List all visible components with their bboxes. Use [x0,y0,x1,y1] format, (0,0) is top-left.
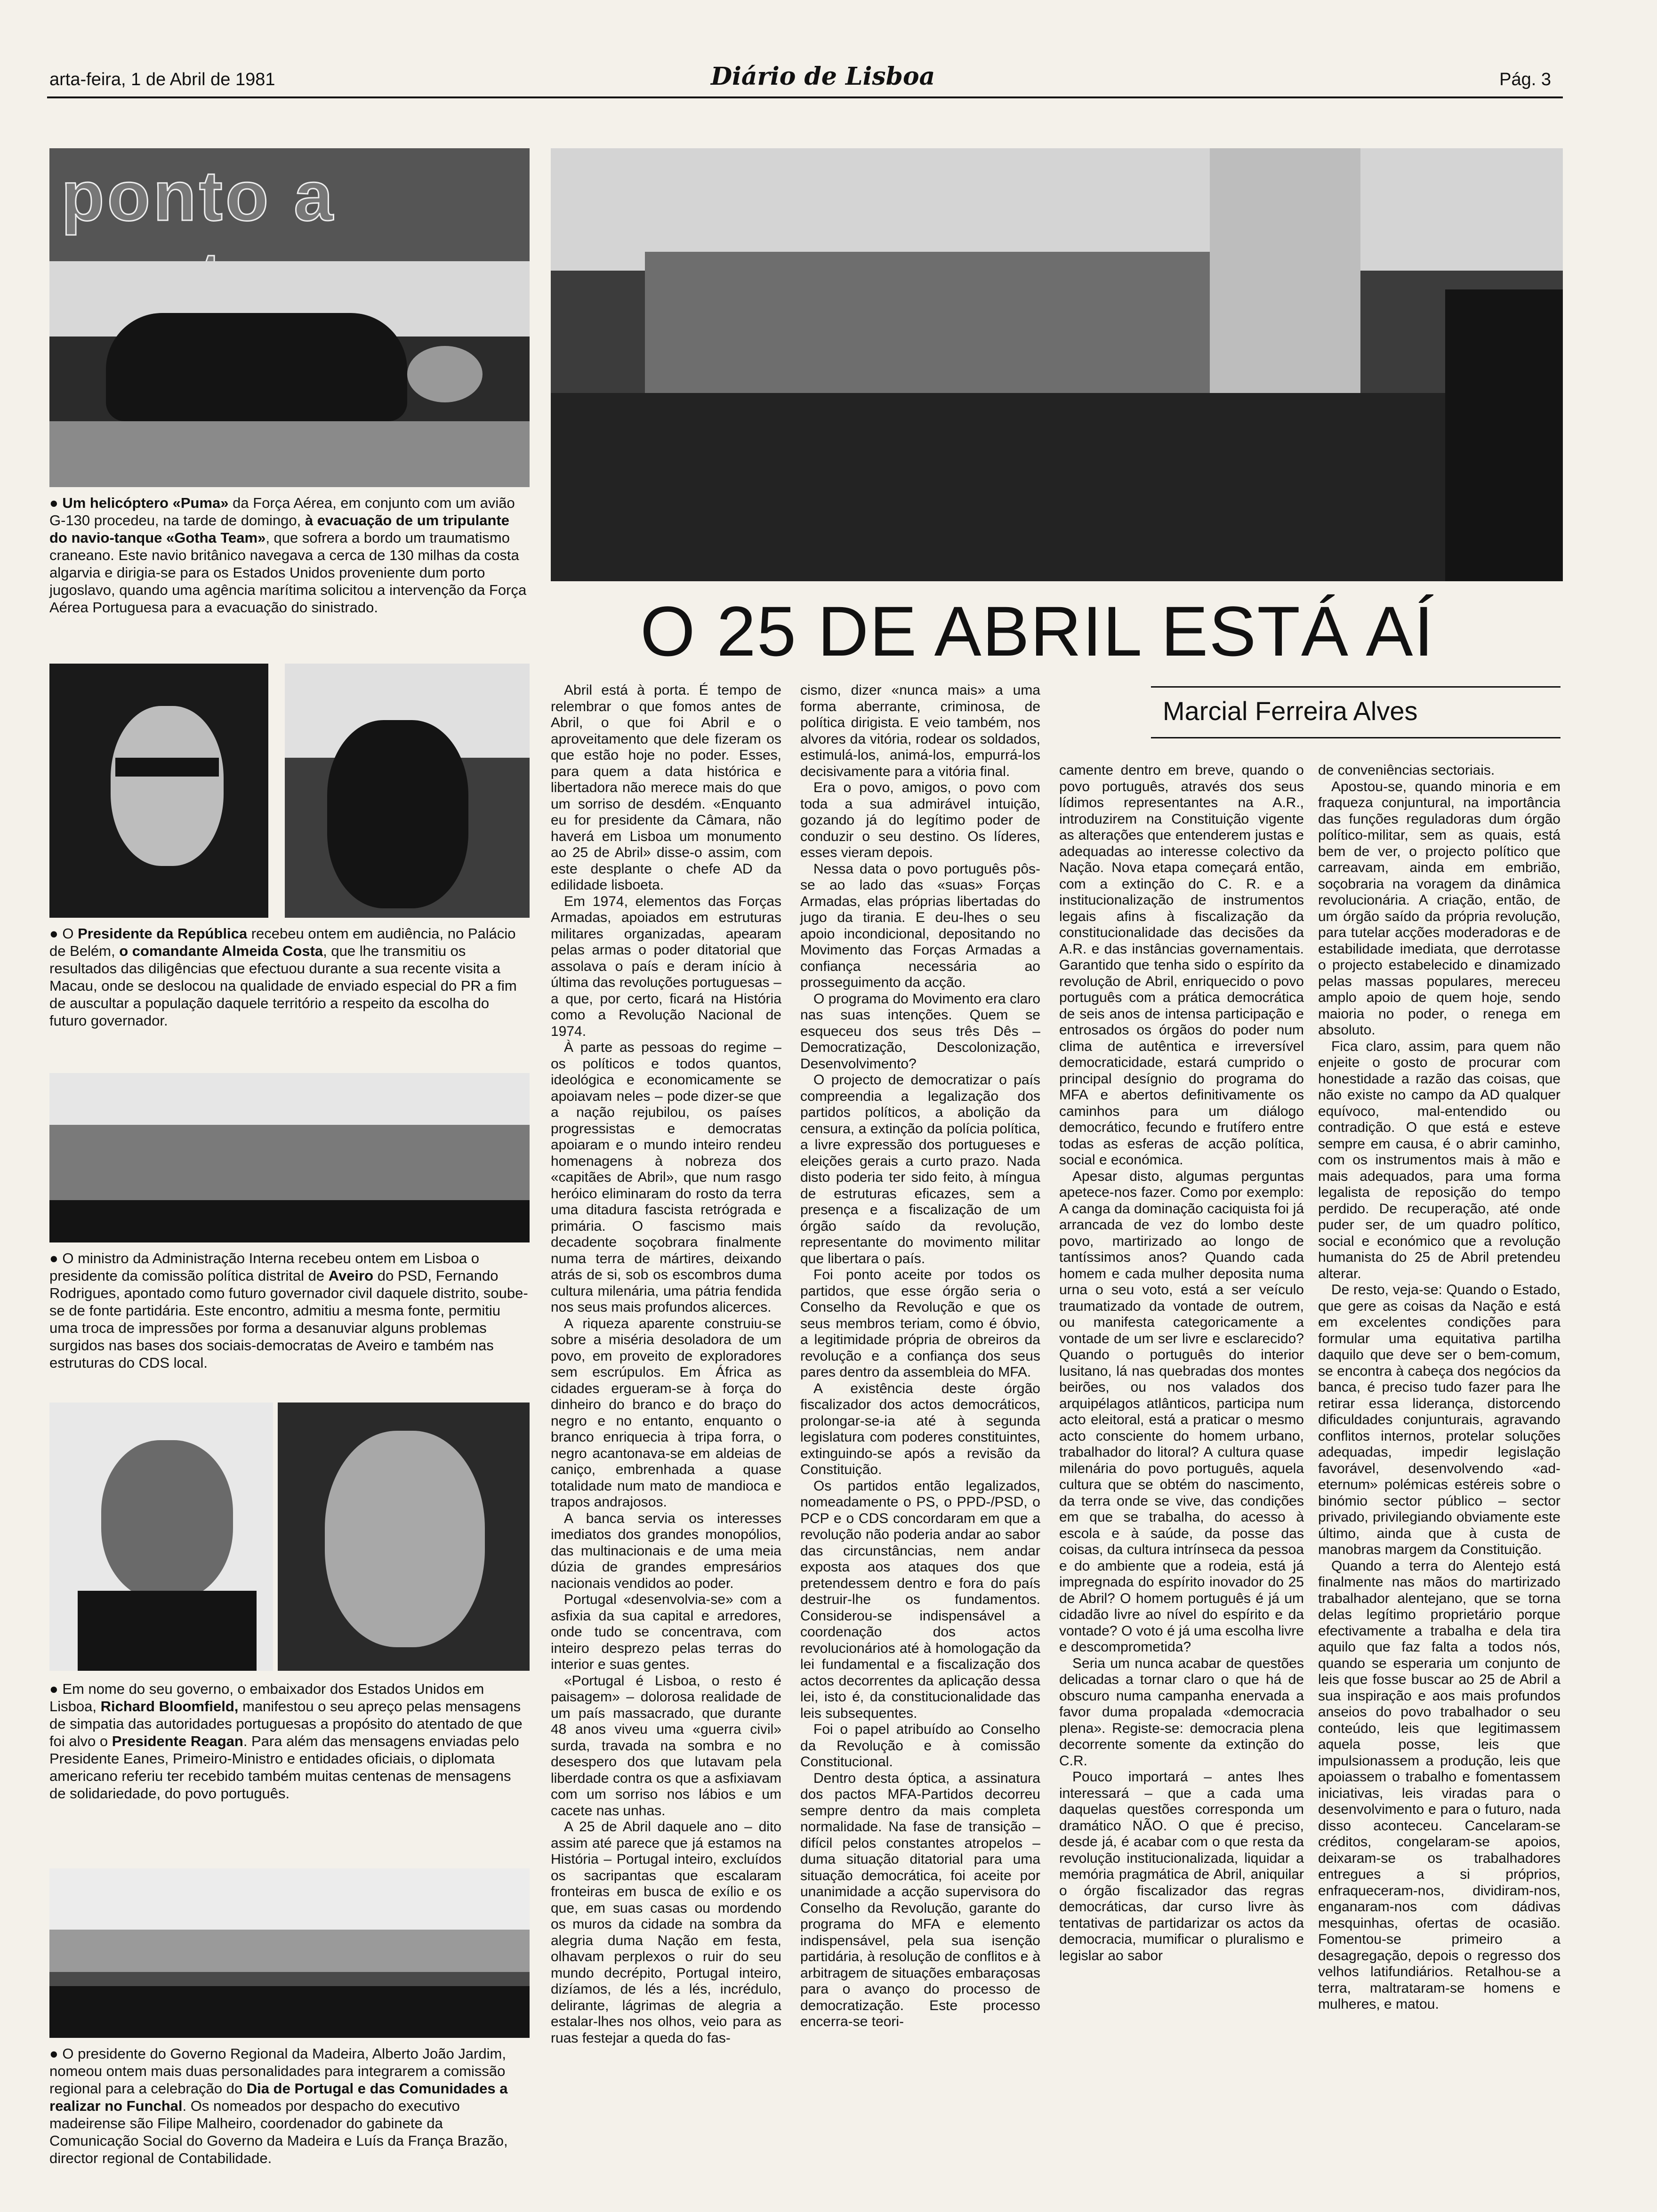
article-paragraph: Foi o papel atribuído ao Conselho da Revolução e à comissão Constitucional. [800,1722,1040,1770]
article-paragraph: Apesar disto, algumas perguntas apetece-nos fazer. Como por exemplo: A canga da dominação caciquista foi já arrancada de vez do lombo deste povo, martirizado ao longo de tantíssimos anos? Quando cada homem e cada mulher deposita numa urna o seu voto, está a ser veículo traumatizado da vontade de outrem, ou manifesta categoricamente a vontade de um ser livre e esclarecido? Quando o português do interior lusitano, lá nas quebradas dos montes beirões, ou nos valados dos arquipélagos atlânticos, participa num acto eleitoral, está a praticar o mesmo acto consciente do homem urbano, trabalhador do litoral? A cultura quase milenária do povo português, aquela cultura que se obtém do nascimento, da terra onde se vive, das condições em que se trabalha, do acesso à escola e à saúde, da posse das coisas, da cultura intrínseca da pessoa e do ambiente que a rodeia, está já impregnada do espírito inovador do 25 de Abril? O homem português é já um cidadão livre ao nível do espírito e da vontade? O voto é já uma escolha livre e descomprometida? [1059,1168,1304,1655]
article-paragraph: de conveniências sectoriais. [1318,762,1495,778]
article-paragraph: Em 1974, elementos das Forças Armadas, apoiados em estruturas militares organizadas, apearam pelas armas o poder ditatorial que assolava o país e deram início à última das revoluções portuguesas – a que, por certo, ficará na História como a Revolução Nacional de 1974. [551,893,781,1039]
header-rule [47,96,1563,98]
building-photo [49,1073,530,1242]
caption-run: ● O [49,925,78,942]
portrait-photo-left [49,664,268,918]
article-paragraph: Dentro desta óptica, a assinatura dos pactos MFA-Partidos decorreu sempre dentro da mais completa normalidade. Na fase de transição – difícil pelos constantes atropelos – duma situação ditatorial para uma situação democrática, foi aceite por unanimidade a acção supervisora do Conselho da Revolução, garante do programa do MFA e elemento indispensável, pela sua isenção partidária, à resolução de conflitos e à arbitragem de situações embaraçosas para o avanço do processo de democratização. Este processo encerra-se teori- [800,1770,1040,2029]
article-paragraph: «Portugal é Lisboa, o resto é paisagem» – dolorosa realidade de um país massacrado, que durante 48 anos viveu uma «guerra civil» surda, travada na sombra e no desespero dos que lutavam pela liberdade contra os que a asfixiavam com um sorriso nos lábios e um cacete nas unhas. [551,1673,781,1819]
caption-ambassador [49,1680,530,1802]
caption-run: do PSD, Fernando Rodrigues, apontado como futuro governador civil daquele distrito, soube-se de fonte partidária. Este encontro, admitiu a mesma fonte, permitiu uma troca de impressões por forma a desanuviar alguns problemas surgidos nas bases dos sociais-democratas de Aveiro e também nas estruturas do CDS local. [49,1267,528,1371]
reagan-photo [278,1403,530,1671]
article-paragraph: À parte as pessoas do regime – os políticos e todos quantos, ideológica e economicamente se apoiavam neles – pode dizer-se que a nação rejubilou, os países progressistas e democratas apoiaram e o mundo inteiro rendeu homenagens à nobreza dos «capitães de Abril», que num rasgo heróico eliminaram do rosto da terra uma ditadura fascista retrógrada e primária. O fascismo mais decadente soçobrara finalmente numa terra de mártires, deixando atrás de si, sob os escombros duma cultura milenária, uma pátria fendida nos seus mais profundos alicerces. [551,1040,781,1315]
page-number: Pág. 3 [1499,70,1551,89]
article-column-4 [1318,762,1560,2013]
article-paragraph: camente dentro em breve, quando o povo português, através dos seus lídimos representantes na A.R., introduzirem na Constituição vigente as alterações que entenderem justas e adequadas ao interesse colectivo da Nação. Nova etapa começará então, com a extinção do C. R. e a institucionalização de instrumentos legais afins à fiscalização da constitucionalidade das decisões da A.R. e das instâncias governamentais. Garantido que tenha sido o espírito da revolução de Abril, enriquecido o povo português com a prática democrática de seis anos de intensa participação e entrosados os órgãos do poder num clima de autêntica e irreversível democraticidade, estará cumprido o principal desígnio do programa do MFA e abertos definitivamente os caminhos para um diálogo democrático, fecundo e frutífero entre todas as esferas de acção política, social e económica. [1059,762,1304,1168]
article-paragraph: A 25 de Abril daquele ano – dito assim até parece que já estamos na História – Portugal inteiro, excluídos os sacripantas que escalaram fronteiras em busca de exílio e os que, em suas casas ou mordendo os muros da cidade na sombra da alegria duma Nação em festa, olhavam perplexos o ruir do seu mundo decrépito, Portugal inteiro, dizíamos, de lés a lés, incrédulo, delirante, lágrimas de alegria a estalar-lhes nos olhos, veio para as ruas festejar a queda do fas- [551,1819,781,2046]
caption-run: . Para além das mensagens enviadas pelo Presidente Eanes, Primeiro-Ministro e entidades oficiais, o diplomata americano referiu ter recebido também muitas centenas de mensagens de solidariedade, do povo português. [49,1733,519,1802]
article-paragraph: O programa do Movimento era claro nas suas intenções. Quem se esqueceu dos seus três Dês – Democratização, Descolonização, Desenvolvimento? [800,991,1040,1072]
helicopter-photo [49,261,530,487]
article-paragraph: Pouco importará – antes lhes interessará – que a cada uma daquelas questões corresponda um dramático NÃO. O que é preciso, desde já, é acabar com o que resta da revolução institucionalizada, liquidar a memória pragmática de Abril, aniquilar o órgão fiscalizador das regras democráticas, dar curso livre às tentativas de partidarizar os actos da democracia, mumificar o pluralismo e legislar ao sabor [1059,1769,1304,1964]
caption-run: ● O presidente do Governo Regional da Madeira, Alberto João Jardim, nomeou ontem mais duas personalidades para integrarem a comissão regional para a celebração do [49,2045,506,2097]
caption-run: manifestou o seu apreço pelas mensagens de simpatia das autoridades portuguesas a propósito do atentado de que foi alvo o [49,1698,523,1749]
caption-run: recebeu ontem em audiência, no Palácio de Belém, [49,925,516,959]
article-column-2 [800,682,1040,2030]
section-badge-label: ponto a [61,156,336,235]
caption-run: o comandante Almeida Costa [119,943,323,959]
caption-helicopter [49,494,530,616]
article-paragraph: Seria um nunca acabar de questões delicadas a tornar claro o que há de obscuro numa campanha enervada a favor duma propalada «democracia plena». Registe-se: democracia plena decorrente somente da extinção do C.R. [1059,1655,1304,1769]
caption-interior-minister [49,1250,530,1371]
article-paragraph: Foi ponto aceite por todos os partidos, que esse órgão seria o Conselho da Revolução e que os seus membros teriam, como é óbvio, a legitimidade própria de obreiros da revolução e a confiança dos seus pares dentro da assembleia do MFA. [800,1267,1040,1380]
article-paragraph: O projecto de democratizar o país compreendia a legalização dos partidos políticos, a abolição da censura, a extinção da polícia política, a livre expressão dos portugueses e eleições gerais a curto prazo. Nada disto poderia ter sido feito, à míngua de estruturas eficazes, sem a presença e a fiscalização de um órgão saído da revolução, representante do movimento militar que libertara o país. [800,1072,1040,1266]
article-byline: Marcial Ferreira Alves [1163,696,1418,726]
caption-run: Richard Bloomfield, [100,1698,239,1715]
caption-run: , que sofrera a bordo um traumatismo craneano. Este navio britânico navegava a cerca de 130 milhas da costa algarvia e dirigia-se para os Estados Unidos proveniente dum porto jugoslavo, quando uma agência marítima solicitou a intervenção da Força Aérea Portuguesa para a evacuação do sinistrado. [49,529,527,616]
caption-run: Presidente Reagan [112,1733,243,1749]
caption-run: ● O ministro da Administração Interna recebeu ontem em Lisboa o presidente da comissão política distrital de [49,1250,480,1284]
article-paragraph: A banca servia os interesses imediatos dos grandes monopólios, das multinacionais e de uma meia dúzia de grandes empresários nacionais vendidos ao poder. [551,1510,781,1591]
caption-run: Dia de Portugal e das Comunidades a realizar no Funchal [49,2080,508,2114]
caption-run: , que lhe transmitiu os resultados das diligências que efectuou durante a sua recente visita a Macau, onde se deslocou na qualidade de enviado especial do PR a fim de auscultar a população daquele território a respeito da escolha do futuro governador. [49,943,517,1029]
caption-run: Um helicóptero «Puma» [62,495,229,511]
article-paragraph: De resto, veja-se: Quando o Estado, que gere as coisas da Nação e está em excelentes condições para formular uma equitativa partilha daquilo que deve ser o bem-comum, se encontra à cabeça dos negócios da banca, é preciso tudo fazer para lhe retirar essa liderança, distorcendo dificuldades conjunturais, agravando conflitos internos, protelar soluções adequadas, impedir legislação favorável, desenvolvendo «ad-eternum» polémicas estéreis sobre o binómio sector público – sector privado, privilegiando obviamente este último, ainda que à custa de manobras margem da Constituição. [1318,1282,1560,1557]
article-column-1 [551,682,781,2046]
article-paragraph: Apostou-se, quando minoria e em fraqueza conjuntural, na importância das funções reguladoras dum órgão político-militar, sem as quais, está bem de ver, o projecto político que carreavam, ainda em embrião, soçobraria na voragem da dinâmica revolucionária. A criação, então, de um órgão saído da própria revolução, para tutelar acções moderadoras e de estabilidade imediata, que derrotasse o projecto estabelecido e dinamizado pelas massas populares, mereceu amplo apoio de quem hoje, sendo maioria no poder, o renega em absoluto. [1318,778,1560,1038]
section-badge [49,148,530,261]
article-paragraph: Os partidos então legalizados, nomeadamente o PS, o PPD-/PSD, o PCP e o CDS concordaram em que a revolução não poderia andar ao sabor das circunstâncias, nem andar exposta aos ataques dos que pretendessem dentro e fora do país destruir-lhe os fundamentos. Considerou-se indispensável a coordenação dos actos revolucionários até à homologação da lei fundamental e a fiscalização dos actos decorrentes da aplicação dessa lei, isto é, da constitucionalidade das leis subsequentes. [800,1478,1040,1721]
article-paragraph: A existência deste órgão fiscalizador dos actos democráticos, prolongar-se-ia até à segunda legislatura com poderes constituintes, extinguindo-se após a revisão da Constituição. [800,1380,1040,1477]
byline-rule-bottom [1151,737,1560,738]
issue-date: arta-feira, 1 de Abril de 1981 [49,70,275,89]
masthead: Diário de Lisboa [711,62,935,91]
article-paragraph: Era o povo, amigos, o povo com toda a sua admirável intuição, gozando já do legítimo poder de conduzir o seu destino. Os líderes, esses vieram depois. [800,780,1040,860]
caption-run: Presidente da República [78,925,248,942]
article-paragraph: Nessa data o povo português pôs-se ao lado das «suas» Forças Armadas, elas próprias libertadas do jugo da tirania. E deu-lhes o seu apoio incondicional, depositando no Movimento das Forças Armadas a confiança necessária ao prosseguimento da acção. [800,861,1040,990]
article-paragraph: Quando a terra do Alentejo está finalmente nas mãos do martirizado trabalhador alentejano, que se torna delas legítimo proprietário porque efectivamente a trabalha e dela tira aquilo que faz falta a todos nós, quando se esperaria um conjunto de leis que fosse buscar ao 25 de Abril a sua inspiração e aos mais profundos anseios do povo trabalhador o seu conteúdo, leis que legitimassem aquela posse, leis que impulsionassem a produção, leis que apoiassem o trabalho e fomentassem iniciativas, leis viradas para o desenvolvimento e para o futuro, nada disso aconteceu. Cancelaram-se créditos, congelaram-se apoios, deixaram-se os trabalhadores entregues a si próprios, enfraqueceram-nos, dividiram-nos, enganaram-nos com dádivas mesquinhas, ofertas de ocasião. Fomentou-se primeiro a desagregação, depois o regresso dos velhos latifundiários. Retalhou-se a terra, maltrataram-se homens e mulheres, e matou. [1318,1558,1560,2012]
revolution-crowd-photo [551,148,1563,581]
caption-run: . Os nomeados por despacho do executivo madeirense são Filipe Malheiro, coordenador do gabinete da Comunicação Social do Governo da Madeira e Luís da França Brazão, director regional de Contabilidade. [49,2098,508,2166]
article-paragraph: cismo, dizer «nunca mais» a uma forma aberrante, criminosa, de política dirigista. E veio também, nos alvores da vitória, rodear os soldados, estimulá-los, animá-los, empurrá-los decisivamente para a vitória final. [800,682,1040,779]
caption-run: ● [49,495,63,511]
caption-run: da Força Aérea, em conjunto com um avião G-130 procedeu, na tarde de domingo, [49,495,515,529]
article-paragraph: Portugal «desenvolvia-se» com a asfixia da sua capital e arredores, onde tudo se concentrava, com inteiro desprezo pelas terras do interior e suas gentes. [551,1592,781,1672]
portrait-photo-right [285,664,530,918]
caption-run: à evacuação de um tripulante do navio-tanque «Gotha Team» [49,512,510,546]
article-column-3 [1059,762,1304,1964]
byline-rule-top [1151,686,1560,688]
caption-run: Aveiro [328,1267,374,1284]
article-paragraph: Fica claro, assim, para quem não enjeite o gosto de procurar com honestidade a razão das coisas, que não existe no campo da AD qualquer equívoco, mal-entendido ou contradição. O que está e esteve sempre em causa, é o abrir caminho, com os instrumentos mais à mão e mais adequados, para uma forma legalista de reposição do tempo perdido. De recuperação, até onde puder ser, de um quadro político, social e económico que a revolução humanista do 25 de Abril pretendeu alterar. [1318,1038,1560,1282]
caption-run: ● Em nome do seu governo, o embaixador dos Estados Unidos em Lisboa, [49,1681,484,1715]
article-headline: O 25 DE ABRIL ESTÁ AÍ [640,592,1435,671]
article-paragraph: Abril está à porta. É tempo de relembrar o que fomos antes de Abril, o que foi Abril e o aproveitamento que dele fizeram os que estão hoje no poder. Esses, para quem a data histórica e libertadora não merece mais do que um sorriso de desdém. «Enquanto eu for presidente da Câmara, não haverá em Lisboa um monumento ao 25 de Abril» disse-o assim, com este desplante o chefe AD da edilidade lisboeta. [551,682,781,893]
caption-president [49,925,530,1029]
ambassador-photo [49,1403,273,1671]
madeira-photo [49,1868,530,2038]
caption-madeira [49,2045,530,2167]
article-paragraph: A riqueza aparente construiu-se sobre a miséria desoladora de um povo, em proveito de exploradores sem escrúpulos. Em África as cidades ergueram-se à força do dinheiro do branco e do braço do negro e no entanto, enquanto o branco enriquecia à tripa forra, o negro acantonava-se em aldeias de caniço, embrenhada a quase totalidade num mato de mandioca e trapos andrajosos. [551,1315,781,1510]
